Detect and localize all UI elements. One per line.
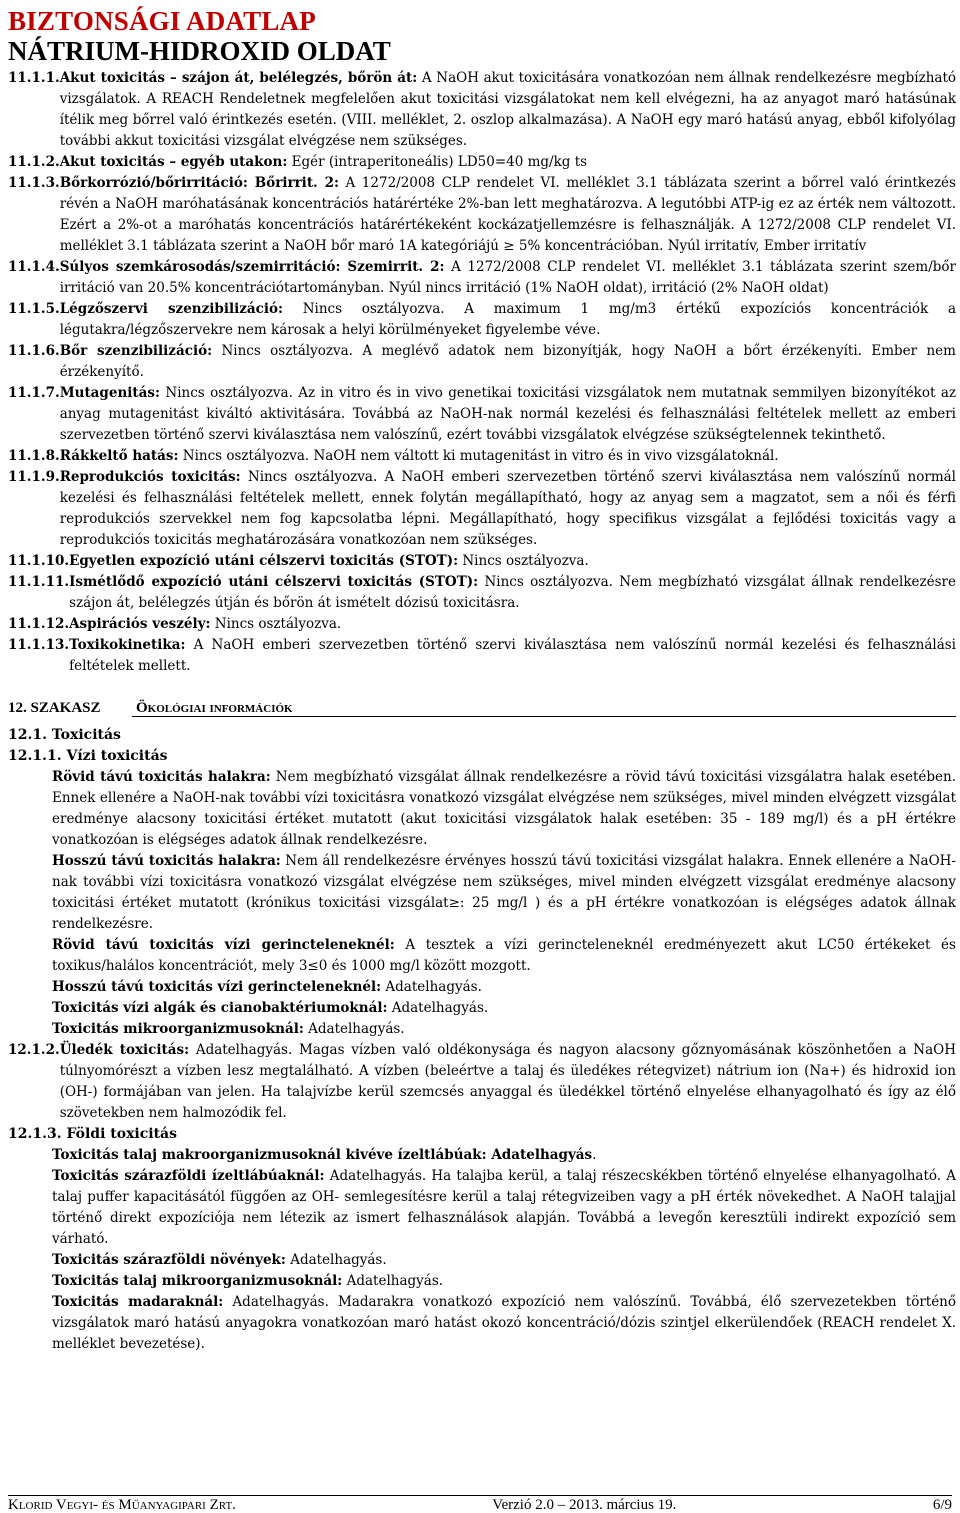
toxicity-paragraph <box>8 998 956 1019</box>
footer-company: Klorid Vegyi- és Műanyagipari Zrt. <box>8 1497 236 1513</box>
item-label: Toxikokinetika: <box>69 637 186 653</box>
toxicology-item <box>8 467 956 551</box>
item-body: A 1272/2008 CLP rendelet VI. melléklet 3.1 táblázata szerint a bőrrel való érintkezés révén a NaOH maróhatásának koncentrációs határértéke 2%-ban lett meghatározva. A legutóbbi ATP-ig ez az érték nem változott. Ezért a 2%-ot a maróhatás koncentrációs határértékeként kockázatjellemzésre is felhasználják. A 1272/2008 CLP rendelet VI. melléklet 3.1 táblázata szerint a NaOH bőr maró 1A kategóriájú ≥ 5% koncentrációban. Nyúl irritatív, Ember irritatív <box>59 175 956 254</box>
subsection-number: 12.1.1. <box>8 748 62 764</box>
item-number: 11.1.1. <box>8 70 60 86</box>
subsection-title: Toxicitás <box>51 727 121 743</box>
toxicity-paragraph <box>8 851 956 935</box>
item-text <box>60 341 956 383</box>
item-text <box>60 152 956 173</box>
item-label: Reprodukciós toxicitás: <box>59 469 241 485</box>
subsection-12-1-1 <box>8 746 956 767</box>
toxicology-item <box>8 152 956 173</box>
toxicity-paragraph <box>8 935 956 977</box>
paragraph-label: Rövid távú toxicitás vízi gerincteleneknél: <box>52 937 395 953</box>
item-body: A NaOH emberi szervezetben történő szervi kiválasztása nem valószínű normál kezelési és felhasználási feltételek mellett. <box>69 637 956 674</box>
item-number: 11.1.2. <box>8 154 60 170</box>
paragraph-body: Adatelhagyás. <box>342 1273 444 1289</box>
paragraph-body: Adatelhagyás. Ha talajba kerül, a talaj részecskékben történő elnyelése elhanyagolható. A talaj puffer kapacitásától függően az OH- semlegesítésre kerül a talaj rétegvizeiben vagy a pH érték növekedhet. A NaOH talajjal történő direkt expozíciója nem létezik az ismert felhasználások alapján. Továbbá a levegőn keresztüli indirekt expozíció sem várható. <box>52 1168 956 1247</box>
item-body: Nincs osztályozva. <box>458 553 589 569</box>
item-label: Mutagenitás: <box>59 385 160 401</box>
item-text <box>60 383 956 446</box>
item-text <box>60 467 956 551</box>
toxicity-paragraph <box>8 1019 956 1040</box>
item-number: 11.1.11. <box>8 574 70 590</box>
toxicity-paragraph <box>8 1271 956 1292</box>
paragraph-label: Toxicitás szárazföldi növények: <box>52 1252 286 1268</box>
toxicology-item <box>8 572 956 614</box>
paragraph-label: Hosszú távú toxicitás vízi gerincteleneknél: <box>52 979 382 995</box>
item-body: Adatelhagyás. Magas vízben való oldékonysága és nagyon alacsony gőznyomásának köszönhetően a NaOH túlnyomórészt a vízben lesz megtalálható. A vízben (beleértve a talaj és üledékes rétegvizet) nátrium ion (Na+) és hidroxid ion (OH-) formájában van jelen. Ha talajvízbe kerül szemcsés anyaggal és üledékkel történő elnyelése elhanyagolható és így az élő szövetekben nem halmozódik fel. <box>59 1042 956 1121</box>
item-text <box>60 257 956 299</box>
item-number: 11.1.9. <box>8 469 60 485</box>
item-label: Akut toxicitás – egyéb utakon: <box>59 154 288 170</box>
subsection-title: Földi toxicitás <box>66 1126 178 1142</box>
item-number: 11.1.7. <box>8 385 60 401</box>
subsection-12-1-3 <box>8 1124 956 1145</box>
toxicology-item <box>8 299 956 341</box>
item-label: Bőr szenzibilizáció: <box>59 343 213 359</box>
document-page <box>8 6 956 1355</box>
item-body: Nincs osztályozva. <box>210 616 342 632</box>
toxicology-item <box>8 68 956 152</box>
subsection-12-1-2 <box>8 1040 956 1124</box>
item-text <box>60 299 956 341</box>
item-number: 11.1.10. <box>8 553 70 569</box>
section-gap <box>8 677 956 697</box>
toxicology-item <box>8 383 956 446</box>
paragraph-label: Toxicitás szárazföldi ízeltlábúaknál: <box>52 1168 325 1184</box>
section-number: 12. SZAKASZ <box>8 700 101 716</box>
footer-version: Verzió 2.0 – 2013. március 19. <box>492 1497 677 1513</box>
paragraph-label: Toxicitás talaj mikroorganizmusoknál: <box>52 1273 343 1289</box>
paragraph-label: Toxicitás vízi algák és cianobaktériumoknál: <box>52 1000 388 1016</box>
item-body: A NaOH akut toxicitására vonatkozóan nem állnak rendelkezésre megbízható vizsgálatok. A REACH Rendeletnek megfelelően akut toxicitási vizsgálatokat nem kell elvégezni, ha az anyagot maró hatásúnak ítélik meg bőrrel való érintkezés esetén. (VIII. melléklet, 2. oszlop alkalmazása). A NaOH egy maró hatású anyag, ebből kifolyólag további akkut toxicitási vizsgálat elvégzése nem szükséges. <box>59 70 956 149</box>
subsection-number: 12.1.3. <box>8 1126 62 1142</box>
paragraph-body: Nem áll rendelkezésre érvényes hosszú távú toxicitási vizsgálat halakra. Ennek ellenére a NaOH-nak további vízi toxicitásra vonatkozó vizsgálat elvégzése nem szükséges, mivel minden elvégzett vizsgálat eredménye alacsony toxicitási értéket mutatott (krónikus toxicitási vizsgálat≥: 25 mg/l ) és a pH értékre vonatkozóan is elégséges adatok állnak rendelkezésre. <box>52 853 956 932</box>
toxicity-paragraph <box>8 767 956 851</box>
item-body: Nincs osztályozva. NaOH nem váltott ki mutagenitást in vitro és in vivo vizsgálatoknál. <box>178 448 779 464</box>
item-label: Akut toxicitás – szájon át, belélegzés, bőrön át: <box>59 70 418 86</box>
toxicology-item <box>8 257 956 299</box>
subsection-number: 12.1. <box>8 727 47 743</box>
paragraph-body: Nem megbízható vizsgálat állnak rendelkezésre a rövid távú toxicitási vizsgálatra halak esetében. Ennek ellenére a NaOH-nak további vízi toxicitásra vonatkozó vizsgálat elvégzése nem szükséges, mivel minden elvégzett vizsgálat eredménye alacsony toxicitási értéket mutatott (akut toxicitási vizsgálatok halak esetében: 35 - 189 mg/l) és a pH értékre vonatkozóan is elégséges adatok állnak rendelkezésre. <box>52 769 956 848</box>
terrestrial-toxicity-paragraphs <box>8 1145 956 1355</box>
item-number: 11.1.13. <box>8 637 70 653</box>
item-text <box>69 572 956 614</box>
item-body: Nincs osztályozva. A NaOH emberi szervezetben történő szervi kiválasztása nem valószínű normál kezelési és felhasználási feltételek mellett, ennek folytán megállapítható, hogy az anyag sem a magzatot, sem a női és férfi reprodukciós szervekkel nem fog kapcsolatba lépni. Megállapítható, hogy specifikus vizsgálat a fejlődési toxicitás vagy a reprodukciós toxicitás meghatározására vonatkozóan nem szükséges. <box>59 469 956 548</box>
item-text <box>60 446 956 467</box>
paragraph-body: A tesztek a vízi gerincteleneknél eredményezett akut LC50 értékeket és toxikus/halálos koncentrációt, mely 3≤0 és 1000 mg/l között mozgott. <box>52 937 956 974</box>
paragraph-body: Adatelhagyás. <box>387 1000 489 1016</box>
item-number: 11.1.5. <box>8 301 60 317</box>
item-label: Légzőszervi szenzibilizáció: <box>59 301 283 317</box>
paragraph-body: . <box>592 1147 597 1163</box>
paragraph-body: Adatelhagyás. <box>381 979 482 995</box>
item-body: Nincs osztályozva. Nem megbízható vizsgálat állnak rendelkezésre szájon át, belélegzés útján és bőrön át ismételt dózisú toxicitásra. <box>69 574 956 611</box>
item-number: 11.1.8. <box>8 448 60 464</box>
item-text <box>69 551 956 572</box>
toxicity-paragraph <box>8 1292 956 1355</box>
toxicology-item <box>8 446 956 467</box>
item-number: 11.1.3. <box>8 175 60 191</box>
toxicology-item <box>8 173 956 257</box>
toxicity-paragraph <box>8 1250 956 1271</box>
page-footer <box>8 1497 952 1513</box>
item-body: Nincs osztályozva. A meglévő adatok nem bizonyítják, hogy NaOH a bőrt érzékenyíti. Ember nem érzékenyítő. <box>59 343 956 380</box>
item-number: 11.1.6. <box>8 343 60 359</box>
item-text <box>60 173 956 257</box>
item-text <box>60 68 956 152</box>
item-text <box>60 1040 956 1124</box>
paragraph-label: Hosszú távú toxicitás halakra: <box>52 853 281 869</box>
toxicity-paragraph <box>8 1166 956 1250</box>
toxicology-item <box>8 614 956 635</box>
toxicity-paragraph <box>8 1145 956 1166</box>
item-number: 11.1.12. <box>8 616 70 632</box>
item-body: A 1272/2008 CLP rendelet VI. melléklet 3.1 táblázata szerint szem/bőr irritáció van 20.5% koncentrációtartományban. Nyúl nincs irritáció (1% NaOH oldat), irritáció (2% NaOH oldat) <box>59 259 956 296</box>
section-11-items <box>8 68 956 677</box>
footer-divider <box>8 1495 952 1496</box>
aquatic-toxicity-paragraphs <box>8 767 956 1040</box>
paragraph-label: Toxicitás madaraknál: <box>52 1294 224 1310</box>
item-label: Egyetlen expozíció utáni célszervi toxicitás (STOT): <box>69 553 459 569</box>
subsection-12-1 <box>8 725 956 746</box>
subsection-title: Vízi toxicitás <box>66 748 168 764</box>
document-subtitle: NÁTRIUM-HIDROXID OLDAT <box>8 36 391 66</box>
item-number: 11.1.4. <box>8 259 60 275</box>
toxicity-paragraph <box>8 977 956 998</box>
paragraph-label: Rövid távú toxicitás halakra: <box>52 769 271 785</box>
item-body: Nincs osztályozva. Az in vitro és in vivo genetikai toxicitási vizsgálatok nem mutatnak semmilyen bizonyítékot az anyag mutagenitást kiváltó aktivitására. Továbbá az NaOH-nak normál kezelési és felhasználási feltételek mellett az emberi szervezetben történő szervi kiválasztása nem valószínű, ezért további vizsgálatok elvégzése szükségtelennek tekinthető. <box>59 385 956 443</box>
footer-page: 6/9 <box>932 1497 952 1513</box>
document-title: BIZTONSÁGI ADATLAP <box>8 6 316 36</box>
item-text <box>69 614 956 635</box>
paragraph-label: Toxicitás talaj makroorganizmusoknál kivéve ízeltlábúak: Adatelhagyás <box>52 1147 593 1163</box>
paragraph-body: Adatelhagyás. <box>303 1021 405 1037</box>
toxicology-item <box>8 341 956 383</box>
item-label: Aspirációs veszély: <box>69 616 211 632</box>
item-label: Ismétlődő expozíció utáni célszervi toxicitás (STOT): <box>69 574 479 590</box>
paragraph-body: Adatelhagyás. Madarakra vonatkozó expozíció nem valószínű. Továbbá, élő szervezetekben történő vizsgálatok maró hatású anyagokra vonatkozóan maró hatást okozó koncentráció/dózis szintjel elkerülendőek (REACH rendelet X. melléklet bevezetése). <box>52 1294 957 1352</box>
item-label: Súlyos szemkárosodás/szemirritáció: Szemirrit. 2: <box>59 259 445 275</box>
item-label: Bőrkorrózió/bőrirritáció: Bőrirrit. 2: <box>59 175 340 191</box>
paragraph-body: Adatelhagyás. <box>285 1252 387 1268</box>
paragraph-label: Toxicitás mikroorganizmusoknál: <box>52 1021 304 1037</box>
item-text <box>69 635 956 677</box>
item-label: Rákkeltő hatás: <box>59 448 179 464</box>
item-body: Egér (intraperitoneális) LD50=40 mg/kg ts <box>287 154 588 170</box>
toxicology-item <box>8 551 956 572</box>
toxicology-item <box>8 635 956 677</box>
item-label: Üledék toxicitás: <box>59 1042 190 1058</box>
item-number: 12.1.2. <box>8 1042 60 1058</box>
section-title: Ökológiai információk <box>136 700 293 716</box>
item-body: Nincs osztályozva. A maximum 1 mg/m3 értékű expozíciós koncentrációk a légutakra/légzőszervekre nem károsak a helyi körülményeket figyelembe véve. <box>59 301 956 338</box>
